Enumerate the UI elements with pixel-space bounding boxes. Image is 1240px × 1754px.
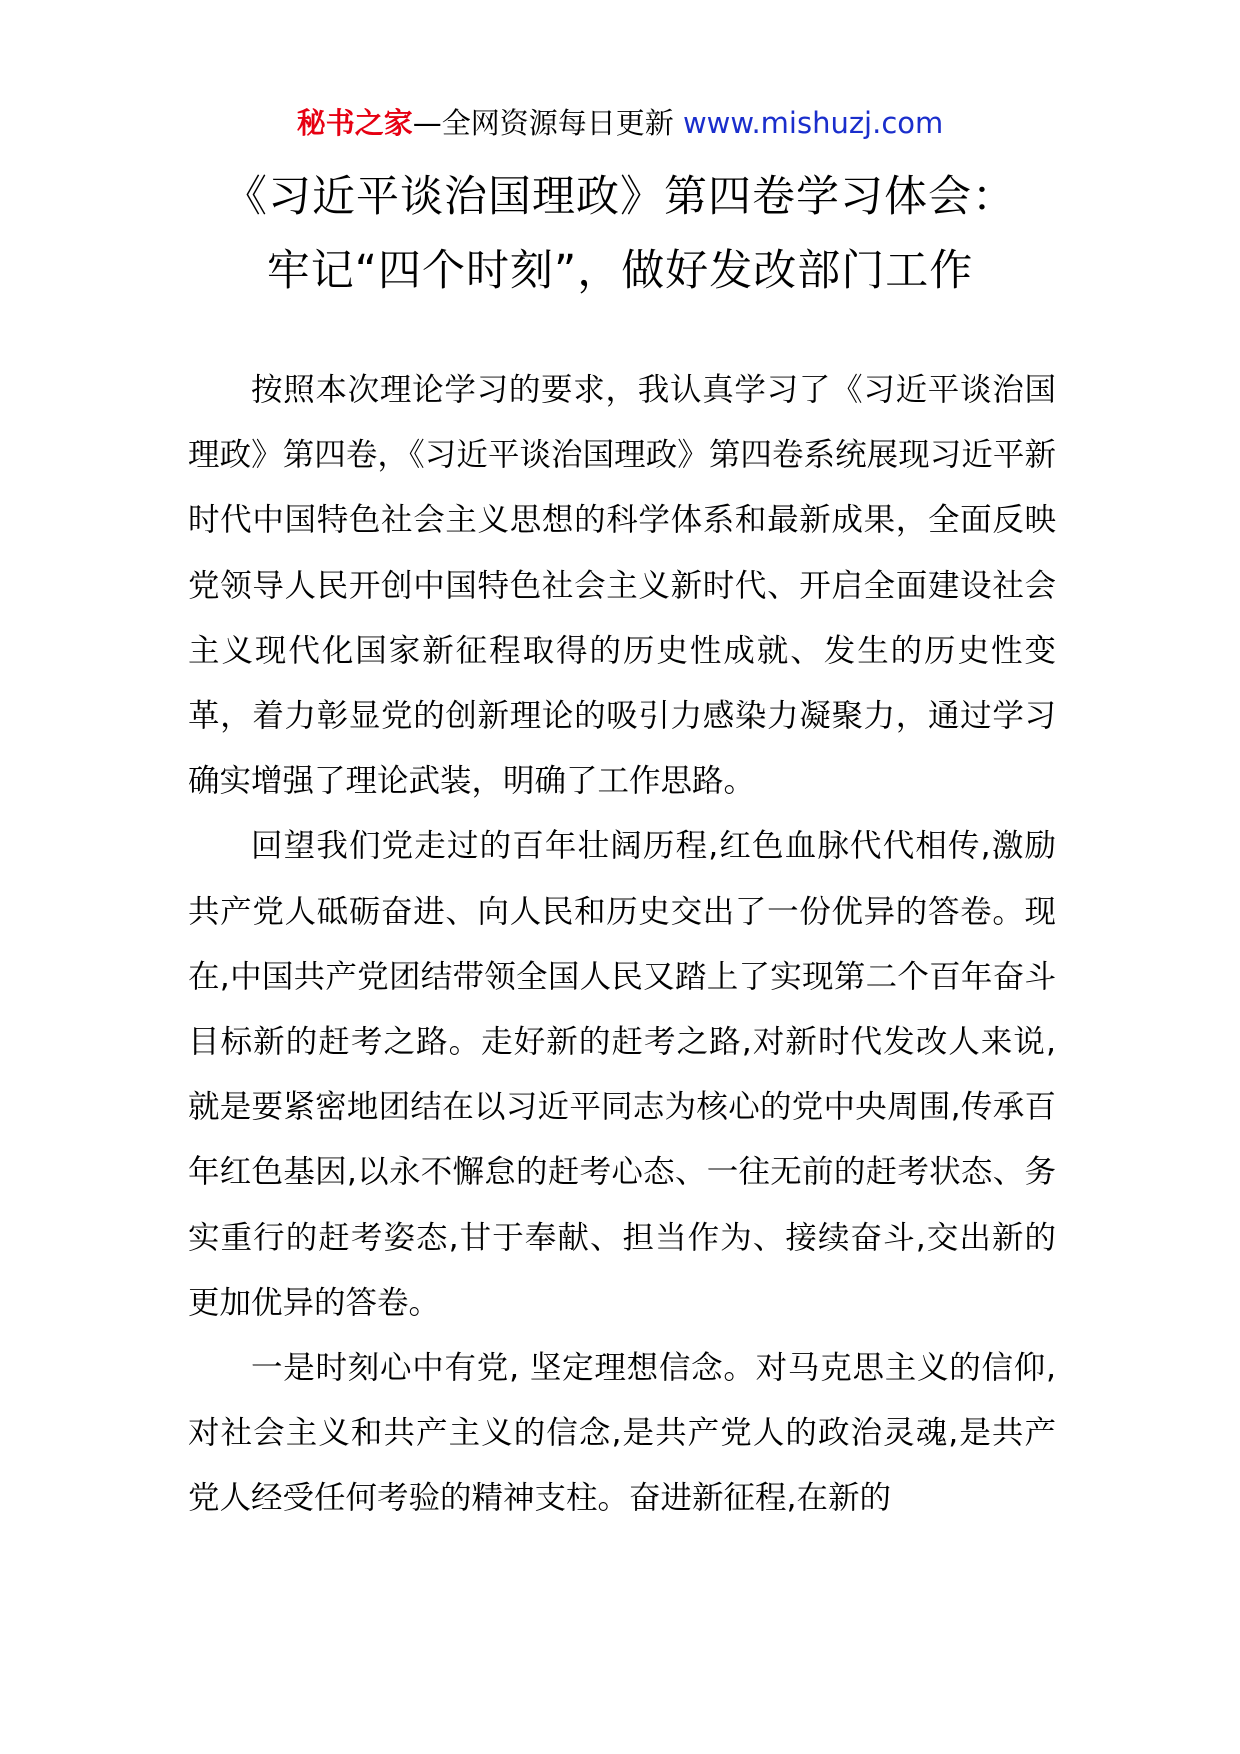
paragraph-3-lead: 一是时刻心中有党, 坚定理想信念。 (251, 1350, 756, 1387)
paragraph-3-text: 对马克思主义的信仰,对社会主义和共产主义的信念,是共产党人的政治灵魂,是共产党人经受任何考验的精神支柱。奋进新征程,在新的 (188, 1350, 1057, 1517)
site-header (0, 103, 1240, 143)
title-line-1: 《习近平谈治国理政》第四卷学习体会： (224, 172, 1016, 222)
site-url-link[interactable]: www.mishuzj.com (682, 106, 944, 140)
title-line-2: 牢记“四个时刻”，做好发改部门工作 (266, 246, 974, 296)
brand-name: 秘书之家 (296, 106, 413, 140)
header-dash: — (412, 106, 442, 140)
document-title (0, 160, 1240, 308)
document-body (188, 358, 1056, 1532)
header-slogan: 全网资源每日更新 (441, 106, 674, 140)
paragraph-1: 按照本次理论学习的要求，我认真学习了《习近平谈治国理政》第四卷，《习近平谈治国理政》第四卷系统展现习近平新时代中国特色社会主义思想的科学体系和最新成果，全面反映党领导人民开创中国特色社会主义新时代、开启全面建设社会主义现代化国家新征程取得的历史性成就、发生的历史性变革，着力彰显党的创新理论的吸引力感染力凝聚力，通过学习确实增强了理论武装，明确了工作思路。 (188, 372, 1056, 800)
paragraph-2: 回望我们党走过的百年壮阔历程,红色血脉代代相传,激励共产党人砥砺奋进、向人民和历史交出了一份优异的答卷。现在,中国共产党团结带领全国人民又踏上了实现第二个百年奋斗目标新的赶考之路。走好新的赶考之路,对新时代发改人来说,就是要紧密地团结在以习近平同志为核心的党中央周围,传承百年红色基因,以永不懈怠的赶考心态、一往无前的赶考状态、务实重行的赶考姿态,甘于奉献、担当作为、接续奋斗,交出新的更加优异的答卷。 (188, 828, 1056, 1321)
paragraph-3 (188, 1336, 1056, 1532)
